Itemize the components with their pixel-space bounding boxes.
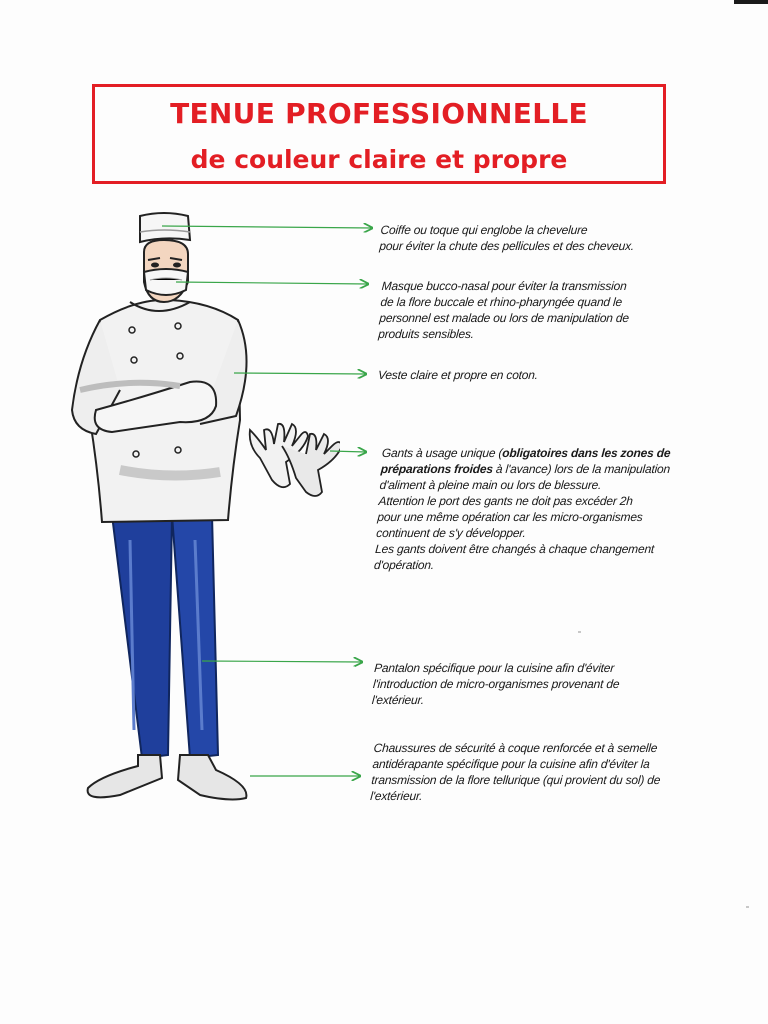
- note-gants-emphasis: préparations froides: [380, 462, 494, 476]
- scan-corner-mark: [734, 0, 768, 4]
- note-coiffe-line: pour éviter la chute des pellicules et des cheveux.: [378, 239, 635, 253]
- note-gants-line: Attention le port des gants ne doit pas excéder 2h: [378, 494, 634, 508]
- note-chaussures-line: antidérapante spécifique pour la cuisine afin d'éviter la: [372, 757, 651, 771]
- chef-toque: [140, 213, 190, 242]
- scan-speck: [578, 631, 581, 633]
- note-gants-emphasis: obligatoires dans les zones de: [501, 446, 671, 460]
- note-chaussures-line: l'extérieur.: [369, 789, 423, 803]
- note-gants-line: Les gants doivent être changés à chaque changement: [374, 542, 655, 556]
- note-pantalon-line: Pantalon spécifique pour la cuisine afin d'éviter: [373, 661, 615, 675]
- chef-jacket: [72, 300, 247, 522]
- note-gants: [374, 445, 693, 573]
- note-pantalon: [371, 660, 674, 708]
- note-gants-text: Gants à usage unique (: [381, 446, 503, 460]
- note-coiffe-line: Coiffe ou toque qui englobe la chevelure: [380, 223, 588, 237]
- gloves: [250, 424, 340, 496]
- note-gants-line: d'opération.: [373, 558, 435, 572]
- note-gants-line: [380, 461, 691, 477]
- note-chaussures-line: Chaussures de sécurité à coque renforcée et à semelle: [373, 741, 658, 755]
- note-veste: [377, 367, 678, 383]
- note-chaussures: [370, 740, 679, 804]
- note-veste-line: Veste claire et propre en coton.: [377, 368, 539, 382]
- note-pantalon-line: l'extérieur.: [371, 693, 425, 707]
- title-subtitle: de couleur claire et propre: [190, 145, 568, 174]
- title-main: TENUE PROFESSIONNELLE: [170, 97, 588, 130]
- left-shoe: [88, 755, 162, 797]
- mask: [144, 269, 188, 295]
- note-coiffe: [379, 222, 681, 254]
- note-masque-line: produits sensibles.: [377, 327, 475, 341]
- scan-speck: [746, 906, 749, 908]
- note-gants-line: pour une même opération car les micro-organismes: [376, 510, 644, 524]
- note-pantalon-line: l'introduction de micro-organismes provenant de: [372, 677, 620, 691]
- right-shoe: [178, 755, 246, 799]
- note-masque-line: personnel est malade ou lors de manipulation de: [378, 311, 630, 325]
- note-gants-line: [381, 445, 692, 461]
- note-chaussures-line: transmission de la flore tellurique (qui provient du sol) de: [370, 773, 661, 787]
- note-masque-line: de la flore buccale et rhino-pharyngée quand le: [380, 295, 623, 309]
- trousers: [112, 515, 218, 758]
- note-masque-line: Masque bucco-nasal pour éviter la transmission: [381, 279, 628, 293]
- note-masque: [378, 278, 682, 342]
- title-box: [92, 84, 666, 184]
- chef-illustration: [60, 210, 340, 810]
- note-gants-line: continuent de s'y développer.: [375, 526, 527, 540]
- note-gants-text: à l'avance) lors de la manipulation: [492, 462, 671, 476]
- note-gants-line: d'aliment à pleine main ou lors de blessure.: [379, 478, 602, 492]
